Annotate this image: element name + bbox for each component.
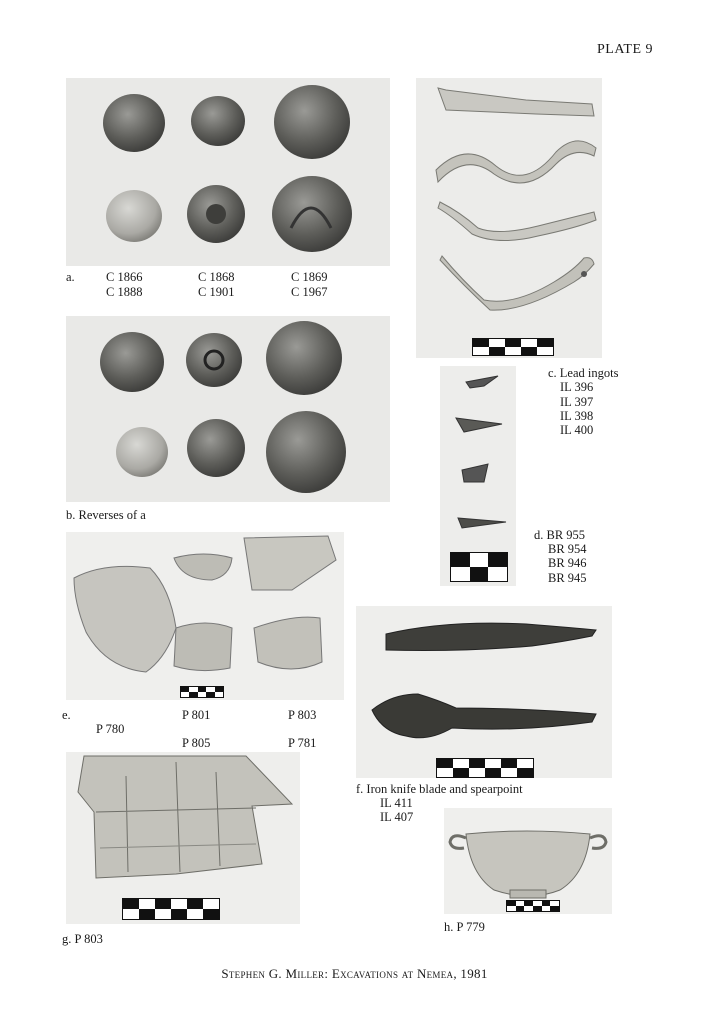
caption-e-p801: P 801	[182, 708, 211, 722]
scale-bar-c	[472, 338, 554, 356]
scale-bar-g	[122, 898, 220, 920]
caption-d-br945: BR 945	[548, 571, 587, 585]
caption-a-c1866: C 1866	[106, 270, 143, 284]
coin-c1869	[274, 85, 350, 159]
coin-c1888	[106, 190, 162, 242]
scale-bar-e	[180, 686, 224, 698]
caption-e-p805: P 805	[182, 736, 211, 750]
caption-a-c1869: C 1869	[291, 270, 328, 284]
coin-c1967	[272, 176, 352, 252]
caption-d-br954: BR 954	[548, 542, 587, 556]
caption-a-c1901: C 1901	[198, 285, 235, 299]
caption-c-il396: IL 396	[560, 380, 594, 394]
scale-bar-h	[506, 900, 560, 912]
scale-bar-d	[450, 552, 508, 582]
caption-g: g. P 803	[62, 932, 103, 946]
coins-reverse-photo	[66, 316, 390, 502]
sherd-p803-photo	[66, 752, 300, 924]
coins-obverse-photo	[66, 78, 390, 266]
arrowheads-photo	[440, 366, 516, 586]
plate-title: PLATE 9	[597, 42, 653, 57]
caption-c-il397: IL 397	[560, 395, 594, 409]
caption-e-p780: P 780	[96, 722, 125, 736]
caption-b: b. Reverses of a	[66, 508, 146, 522]
caption-a-letter: a.	[66, 270, 75, 284]
coin-c1868	[191, 96, 245, 146]
caption-c-il398: IL 398	[560, 409, 594, 423]
caption-f-il407: IL 407	[380, 810, 414, 824]
iron-knife-spearpoint-photo	[356, 606, 612, 778]
caption-e-p803: P 803	[288, 708, 317, 722]
caption-a-c1868: C 1868	[198, 270, 235, 284]
caption-h: h. P 779	[444, 920, 485, 934]
caption-d-br955: d. BR 955	[534, 528, 586, 542]
caption-a-c1967: C 1967	[291, 285, 328, 299]
caption-a-c1888: C 1888	[106, 285, 143, 299]
coin-c1866	[103, 94, 165, 152]
cup-p779-photo	[444, 808, 612, 914]
caption-e-p781: P 781	[288, 736, 317, 750]
caption-c-title: c. Lead ingots	[548, 366, 619, 380]
caption-c-il400: IL 400	[560, 423, 594, 437]
lead-ingots-photo	[416, 78, 602, 358]
caption-f-il411: IL 411	[380, 796, 413, 810]
sherds-photo	[66, 532, 344, 700]
caption-f-title: f. Iron knife blade and spearpoint	[356, 782, 523, 796]
caption-d-br946: BR 946	[548, 556, 587, 570]
page-footer: Stephen G. Miller: Excavations at Nemea, 1981	[221, 966, 488, 981]
scale-bar-f	[436, 758, 534, 778]
caption-e-letter: e.	[62, 708, 71, 722]
